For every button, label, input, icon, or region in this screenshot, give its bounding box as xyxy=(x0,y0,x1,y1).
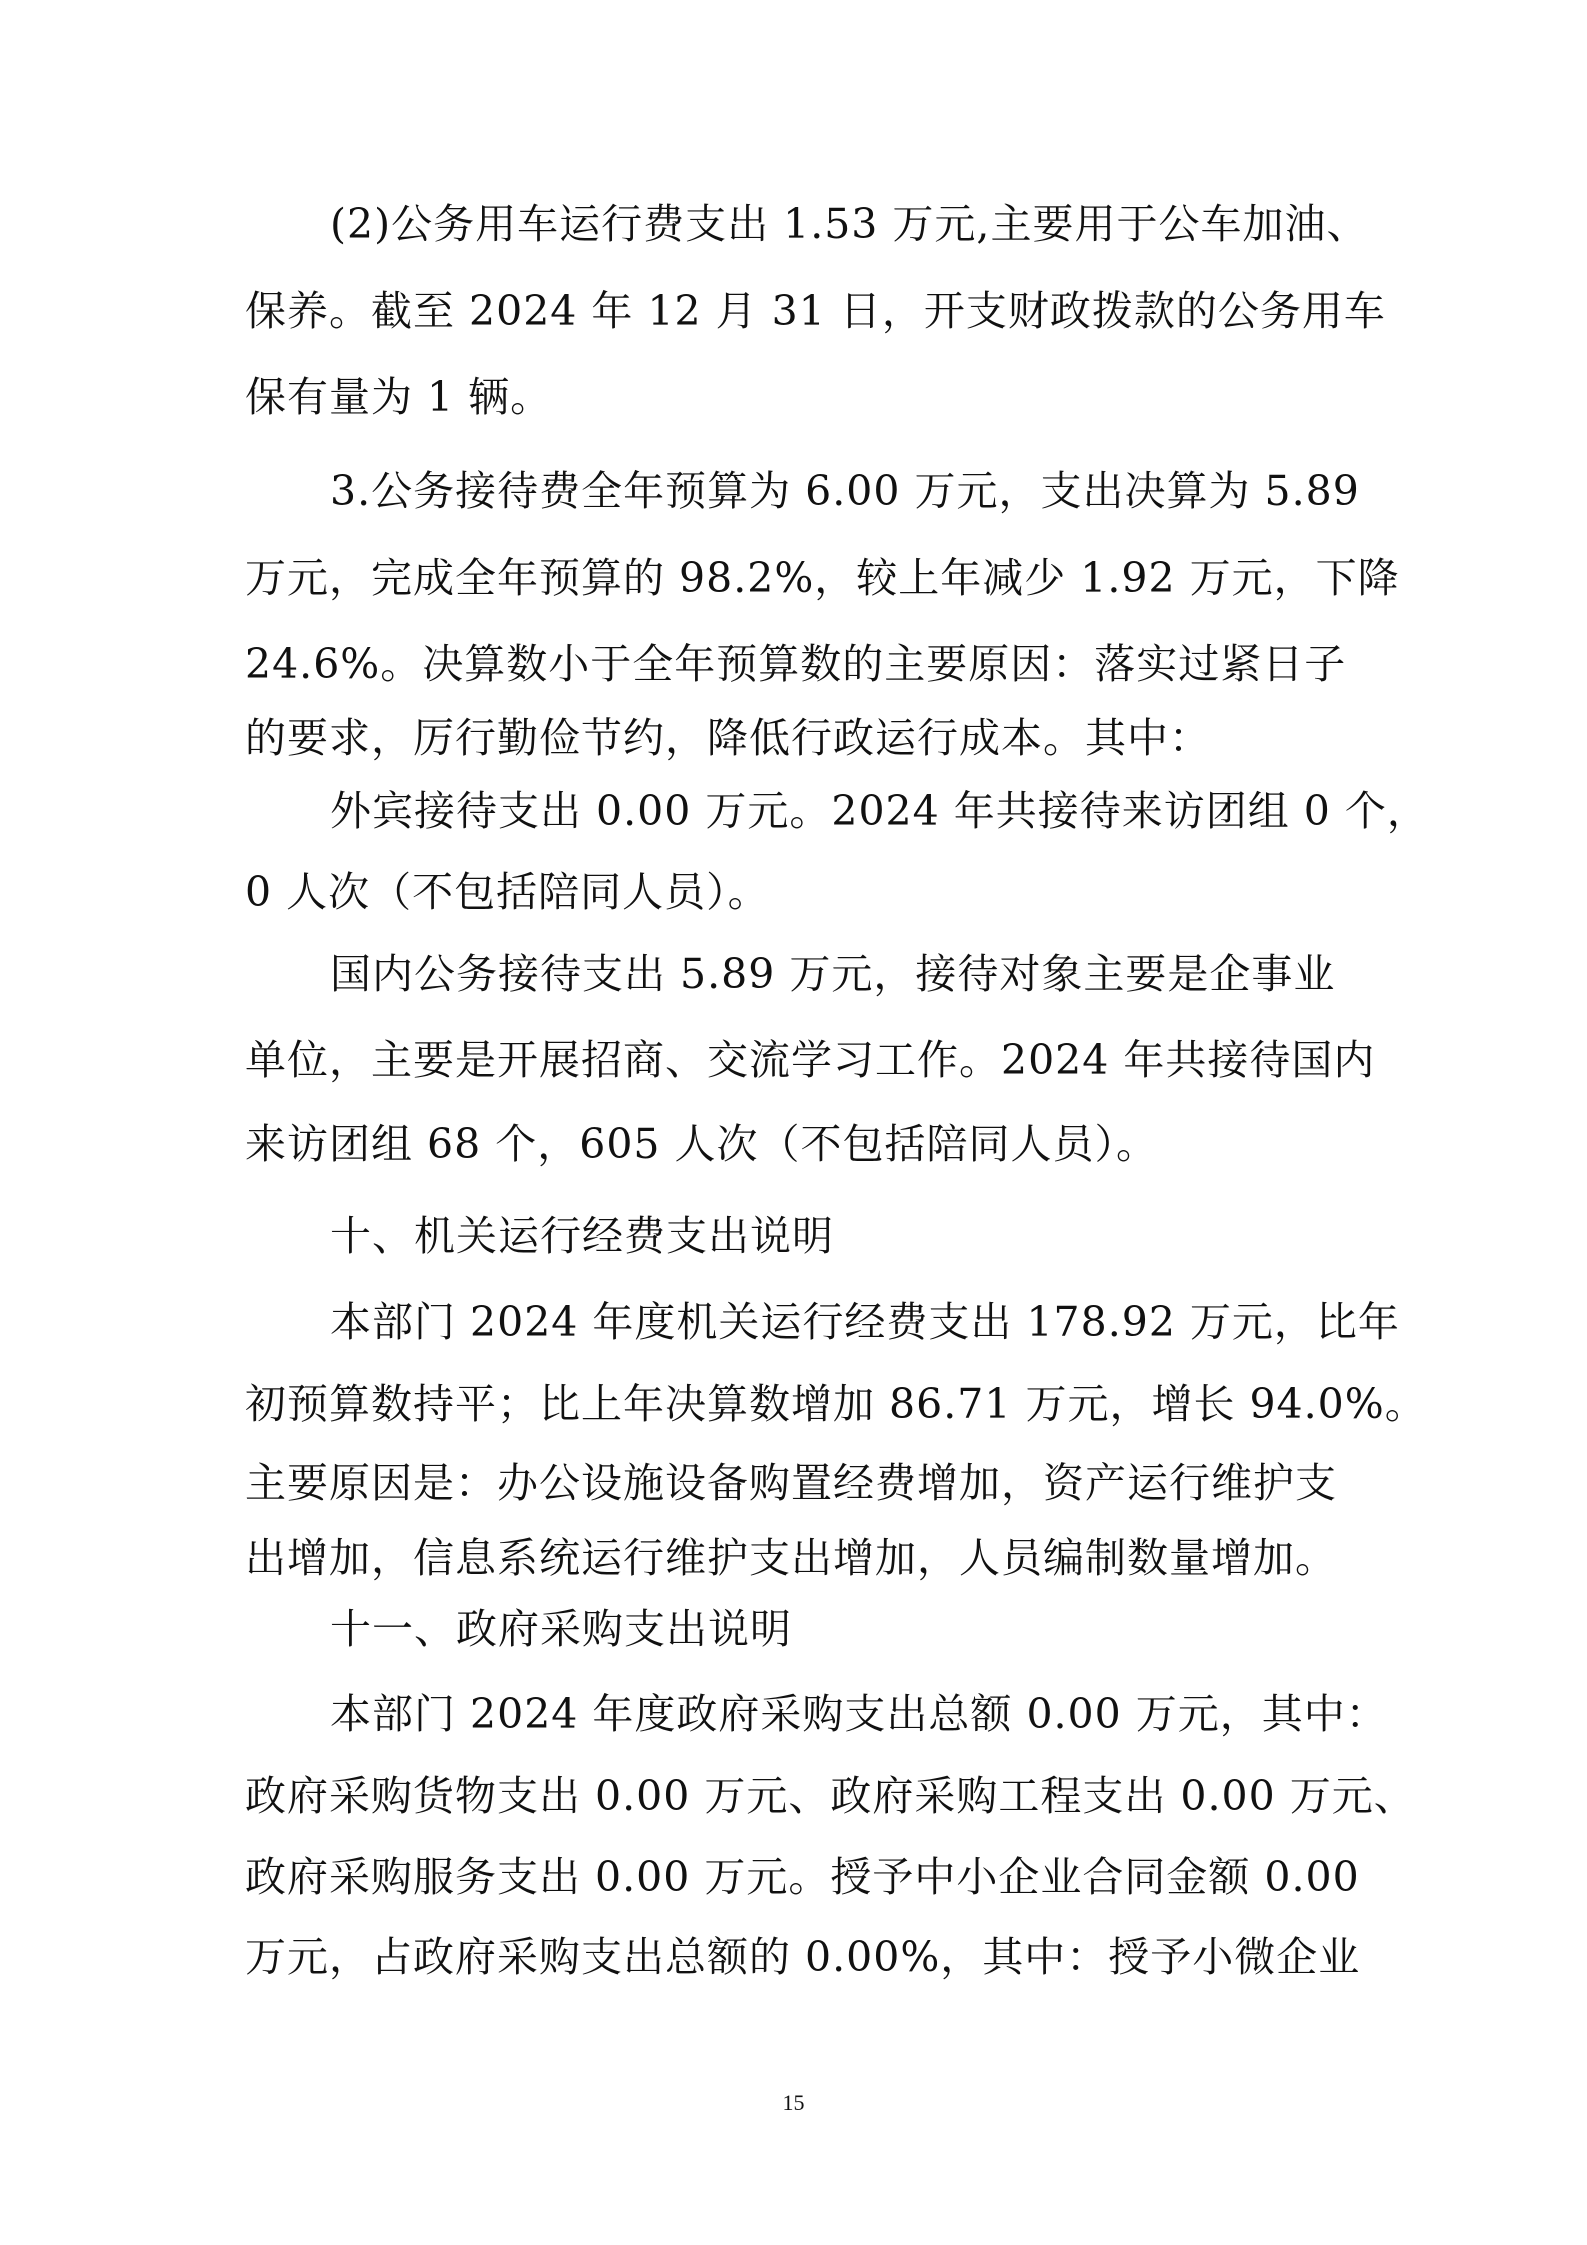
section-heading: 十一、政府采购支出说明 xyxy=(330,1605,792,1653)
paragraph-line: 初预算数持平；比上年决算数增加 86.71 万元，增长 94.0%。 xyxy=(245,1380,1427,1428)
paragraph-line: 3.公务接待费全年预算为 6.00 万元，支出决算为 5.89 xyxy=(330,467,1360,515)
section-heading: 十、机关运行经费支出说明 xyxy=(330,1212,834,1260)
paragraph-line: 0 人次（不包括陪同人员）。 xyxy=(245,868,770,916)
paragraph-line: 政府采购服务支出 0.00 万元。授予中小企业合同金额 0.00 xyxy=(245,1853,1360,1901)
page-number: 15 xyxy=(782,2090,805,2115)
paragraph-line: 本部门 2024 年度机关运行经费支出 178.92 万元，比年 xyxy=(330,1298,1400,1346)
paragraph-line: 的要求，厉行勤俭节约，降低行政运行成本。其中： xyxy=(245,714,1211,762)
paragraph-line: 24.6%。决算数小于全年预算数的主要原因：落实过紧日子 xyxy=(245,640,1347,688)
paragraph-line: 出增加，信息系统运行维护支出增加，人员编制数量增加。 xyxy=(245,1534,1337,1582)
paragraph-line: 主要原因是：办公设施设备购置经费增加，资产运行维护支 xyxy=(245,1459,1337,1507)
paragraph-line: 外宾接待支出 0.00 万元。2024 年共接待来访团组 0 个， xyxy=(330,787,1429,835)
paragraph-line: 保有量为 1 辆。 xyxy=(245,373,553,421)
paragraph-line: 保养。截至 2024 年 12 月 31 日，开支财政拨款的公务用车 xyxy=(245,287,1386,335)
paragraph-line: 来访团组 68 个，605 人次（不包括陪同人员）。 xyxy=(245,1120,1159,1168)
paragraph-line: (2)公务用车运行费支出 1.53 万元,主要用于公车加油、 xyxy=(330,200,1369,248)
paragraph-line: 政府采购货物支出 0.00 万元、政府采购工程支出 0.00 万元、 xyxy=(245,1772,1416,1820)
paragraph-line: 万元，占政府采购支出总额的 0.00%，其中：授予小微企业 xyxy=(245,1933,1361,1981)
paragraph-line: 本部门 2024 年度政府采购支出总额 0.00 万元，其中： xyxy=(330,1690,1388,1738)
paragraph-line: 万元，完成全年预算的 98.2%，较上年减少 1.92 万元，下降 xyxy=(245,554,1400,602)
paragraph-line: 单位，主要是开展招商、交流学习工作。2024 年共接待国内 xyxy=(245,1036,1376,1084)
paragraph-line: 国内公务接待支出 5.89 万元，接待对象主要是企事业 xyxy=(330,950,1336,998)
